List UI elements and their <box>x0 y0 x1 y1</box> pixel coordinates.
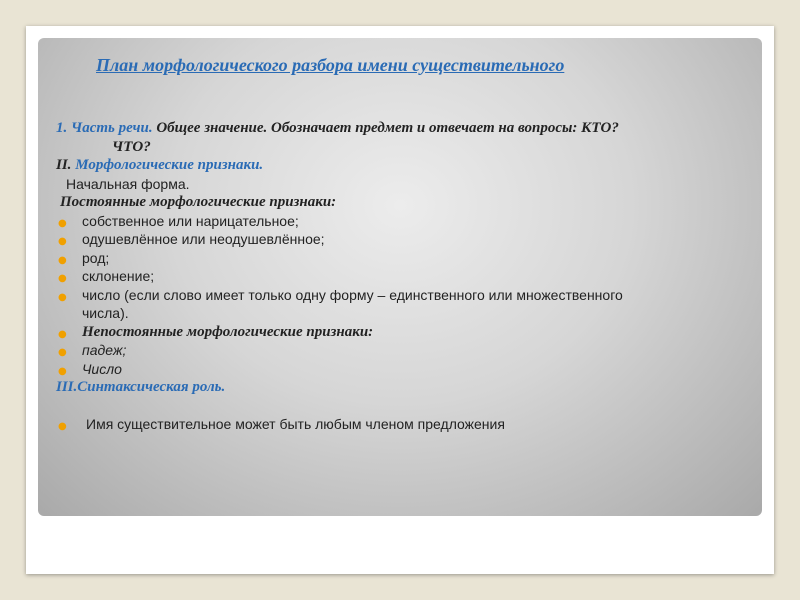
bullet-icon: ● <box>58 273 67 284</box>
section-1-label: Часть речи. <box>71 120 153 136</box>
bullet-icon: ● <box>58 254 67 266</box>
list-item-text: падеж; <box>82 342 127 358</box>
section-2 <box>56 156 746 175</box>
list-item-text: Имя существительное может быть любым членом предложения <box>86 415 505 432</box>
list-item <box>56 341 746 360</box>
list-item <box>56 212 746 231</box>
bullet-icon: ● <box>58 236 67 247</box>
section-3: III.Синтаксическая роль. <box>56 379 226 395</box>
bullet-icon: ● <box>58 217 67 229</box>
list-item-text: собственное или нарицательное; <box>82 212 299 229</box>
list-item <box>56 230 746 249</box>
content-list <box>56 119 746 433</box>
bullet-icon: ● <box>58 291 67 303</box>
section-2-number: II. <box>56 157 72 173</box>
list-item <box>56 286 746 305</box>
section-1-text: Общее значение. Обозначает предмет и отвечает на вопросы: КТО? <box>156 120 619 136</box>
list-item-text: род; <box>82 249 110 266</box>
variable-heading-item <box>56 323 746 342</box>
bullet-icon: ● <box>58 420 67 432</box>
list-item-text: одушевлённое или неодушевлённое; <box>82 231 325 247</box>
slide-title: План морфологического разбора имени существительного <box>96 55 565 75</box>
list-item <box>56 267 746 286</box>
bullet-icon: ● <box>58 365 67 377</box>
initial-form: Начальная форма. <box>66 175 190 192</box>
list-item-text: Число <box>82 360 122 377</box>
list-item <box>56 249 746 268</box>
list-item <box>56 415 746 434</box>
section-1 <box>56 119 746 138</box>
section-1-number: 1. <box>56 120 68 136</box>
section-1-text-continued: ЧТО? <box>112 138 151 155</box>
variable-heading: Непостоянные морфологические признаки: <box>82 323 374 340</box>
list-item <box>56 360 746 379</box>
list-item-text: число (если слово имеет только одну форму – единственного или множественного <box>82 286 623 303</box>
content-panel <box>38 38 762 516</box>
slide <box>26 26 774 574</box>
section-2-label: Морфологические признаки. <box>75 157 264 173</box>
list-item-text: склонение; <box>82 268 155 284</box>
list-item-continued: числа). <box>82 305 129 321</box>
bullet-icon: ● <box>58 328 67 340</box>
bullet-icon: ● <box>58 347 67 358</box>
constant-heading: Постоянные морфологические признаки: <box>60 194 337 210</box>
